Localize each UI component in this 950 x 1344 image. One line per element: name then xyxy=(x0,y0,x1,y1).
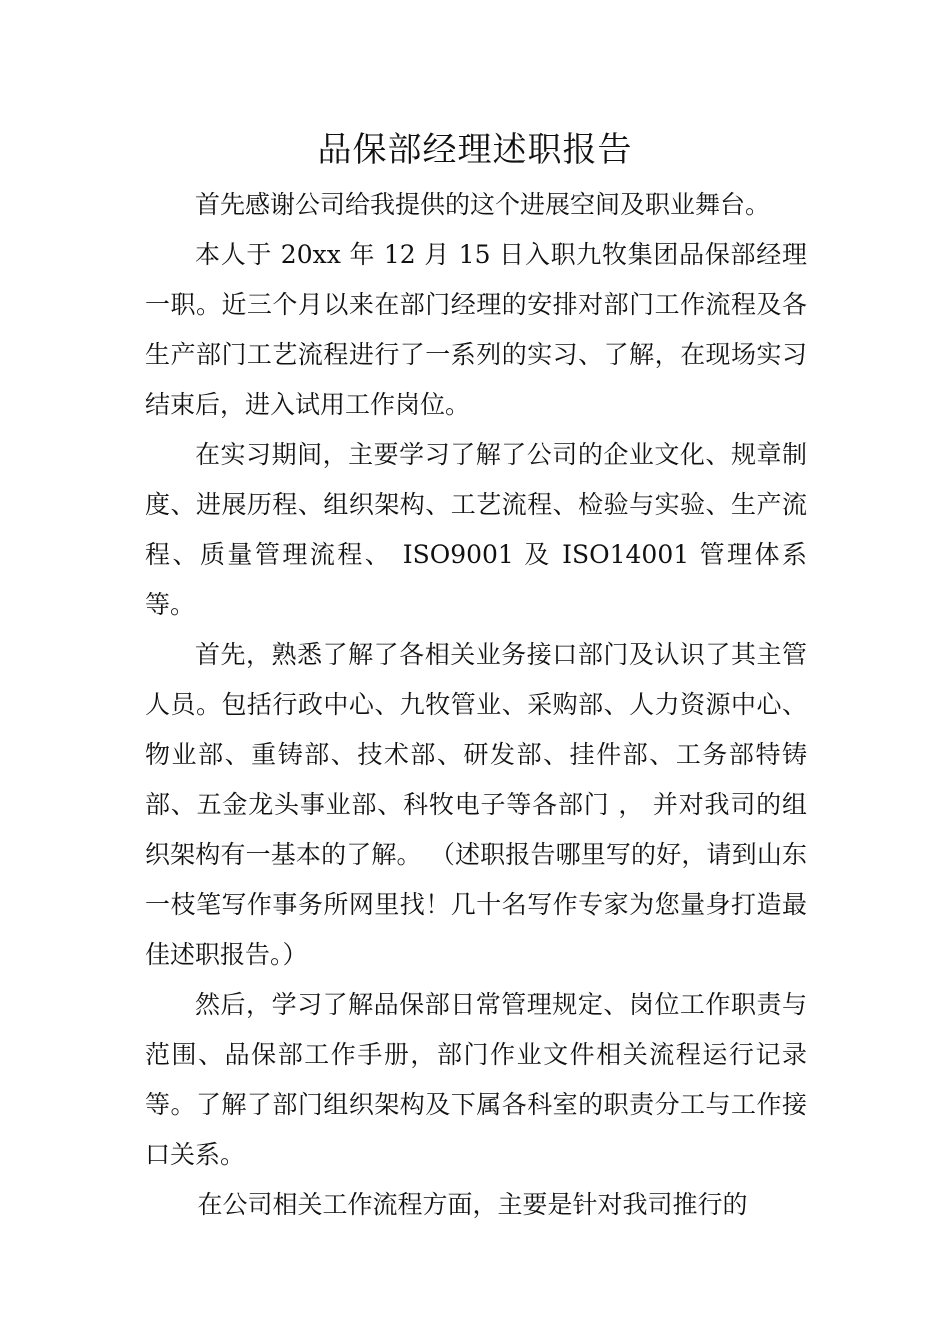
paragraph-intro: 首先感谢公司给我提供的这个进展空间及职业舞台。 xyxy=(195,190,771,219)
document-title: 品保部经理述职报告 xyxy=(317,130,633,170)
paragraph-departments: 首先，熟悉了解了各相关业务接口部门及认识了其主管人员。包括行政中心、九牧管业、采购部、人力资源中心、物业部、重铸部、技术部、研发部、挂件部、工务部特铸部、五金龙头事业部、科牧电子等各部门 ， 并对我司的组织架构有一基本的了解。 （述职报告哪里写的好，请到山东一枝笔写作事务所网里找！几十名写作专家为您量身打造最佳述职报告。） xyxy=(145,640,807,969)
paragraph-management-rules: 然后，学习了解品保部日常管理规定、岗位工作职责与范围、品保部工作手册，部门作业文件相关流程运行记录等。了解了部门组织架构及下属各科室的职责分工与工作接口关系。 xyxy=(145,990,807,1169)
paragraph-onboarding: 本人于 20xx 年 12 月 15 日入职九牧集团品保部经理一职。近三个月以来在部门经理的安排对部门工作流程及各生产部门工艺流程进行了一系列的实习、了解，在现场实习结束后，进入试用工作岗位。 xyxy=(145,240,807,419)
paragraph-internship-study: 在实习期间，主要学习了解了公司的企业文化、规章制度、进展历程、组织架构、工艺流程、检验与实验、生产流程、质量管理流程、 ISO9001 及 ISO14001 管理体系等。 xyxy=(145,440,807,619)
paragraph-workflow: 在公司相关工作流程方面，主要是针对我司推行的 xyxy=(197,1190,748,1219)
document-body xyxy=(145,180,807,1230)
